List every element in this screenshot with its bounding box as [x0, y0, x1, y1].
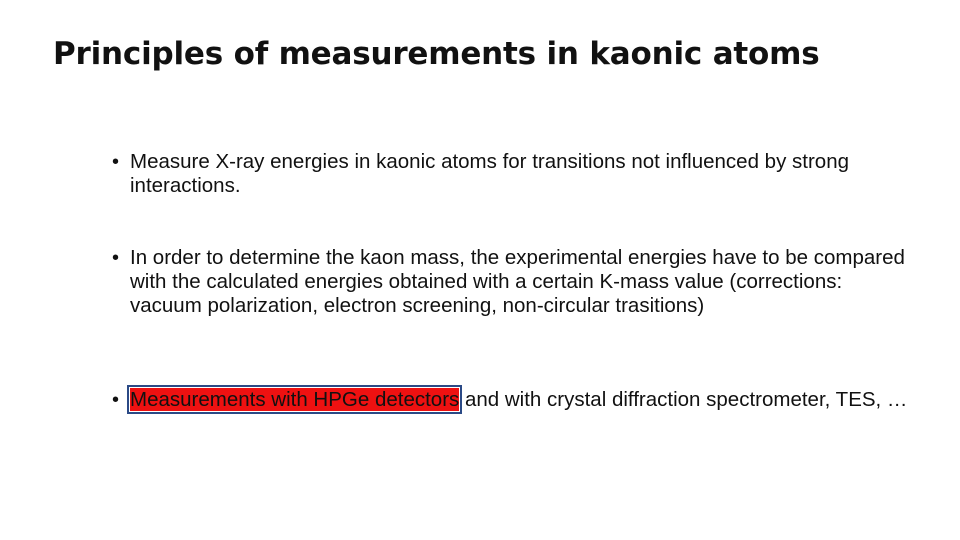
bullet-marker: • — [112, 389, 120, 411]
highlighted-text: Measurements with HPGe detectors — [130, 388, 460, 411]
bullet-text-rest: and with crystal diffraction spectrometer, TES, … — [459, 388, 908, 411]
bullet-item — [112, 388, 912, 412]
bullet-text — [130, 388, 912, 412]
slide-title: Principles of measurements in kaonic atoms — [53, 36, 820, 72]
bullet-item — [112, 150, 912, 198]
bullet-marker: • — [112, 247, 120, 269]
bullet-text: Measure X-ray energies in kaonic atoms for transitions not influenced by strong interactions. — [130, 150, 850, 197]
bullet-marker: • — [112, 151, 120, 173]
bullet-text: In order to determine the kaon mass, the experimental energies have to be compared with the calculated energies obtained with a certain K-mass value (corrections: vacuum polarization, electron screening, non-circular trasitions) — [130, 246, 905, 317]
bullet-item — [112, 246, 912, 318]
